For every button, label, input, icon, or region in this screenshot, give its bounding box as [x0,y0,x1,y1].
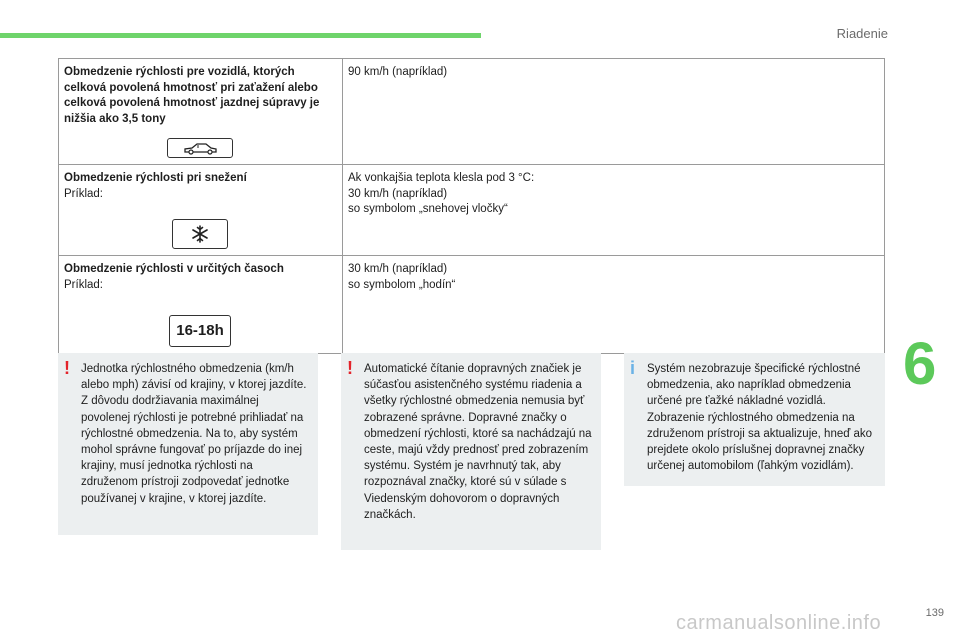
row-value-line: 30 km/h (napríklad) [348,187,448,200]
table-row [59,165,885,256]
row-value-line: 30 km/h (napríklad) [348,263,448,275]
watermark-link[interactable]: carmanualsonline.info [676,612,882,634]
row-title: Obmedzenie rýchlosti v určitých časoch [64,263,284,275]
speed-limit-table [58,58,885,354]
chapter-number: 6 [903,330,937,397]
row-value-line: so symbolom „snehovej vločky“ [348,203,508,215]
info-note [624,353,885,486]
warning-note [58,353,318,535]
table-row [59,59,885,165]
page-number: 139 [925,607,944,619]
table-cell-value [343,165,885,256]
row-value-line: so symbolom „hodín“ [348,278,456,291]
row-subtitle: Príklad: [64,187,103,200]
table-cell-description [59,59,343,165]
row-title: Obmedzenie rýchlosti pre vozidlá, ktorých celková povolená hmotnosť pri zaťažení alebo celková povolená hmotnosť jazdnej súpravy je nižšia ako 3,5 tony [64,66,320,125]
row-value-line: 90 km/h (napríklad) [348,66,448,78]
table-cell-value [343,256,885,354]
snowflake-icon [172,219,228,249]
car-icon [167,138,233,158]
row-title: Obmedzenie rýchlosti pri snežení [64,172,247,184]
warning-note [341,353,601,550]
row-subtitle: Príklad: [64,278,103,291]
header-accent-bar [0,33,481,38]
table-cell-description [59,256,343,354]
note-text: Jednotka rýchlostného obmedzenia (km/h alebo mph) závisí od krajiny, v ktorej jazdíte. Z dôvodu dodržiavania maximálnej povolenej rýchlosti je potrebné prihliadať na rýchlostné obmedzenia. Na to, aby systém mohol správne fungovať po príjazde do inej krajiny, musí jednotka rýchlosti na združenom prístroji zodpovedať jednotke používanej v krajine, v ktorej jazdíte. [81,363,307,505]
note-text: Automatické čítanie dopravných značiek je súčasťou asistenčného systému riadenia a všetky rýchlostné obmedzenia nemusia byť zobrazené správne. Dopravné značky o obmedzení rýchlosti, ktoré sa nachádzajú na ceste, majú vždy prednosť pred zobrazením systému. Systém je navrhnutý tak, aby rozpoznával značky, ktoré sú v súlade s Viedenským dohovorom o dopravných značkách. [364,363,592,521]
table-cell-description [59,165,343,256]
info-icon: i [630,358,636,378]
section-title: Riadenie [836,26,888,41]
note-text: Systém nezobrazuje špecifické rýchlostné obmedzenia, ako napríklad obmedzenia určené pre ťažké nákladné vozidlá. Zobrazenie rýchlostného obmedzenia na združenom prístroji sa aktualizuje, hneď ako prejdete okolo príslušnej dopravnej značky určenej automobilom (ľahkým vozidlám). [647,363,873,473]
time-range-icon: 16-18h [169,315,231,347]
warning-icon: ! [347,358,353,378]
table-row [59,256,885,354]
warning-icon: ! [64,358,70,378]
table-cell-value [343,59,885,165]
row-value-line: Ak vonkajšia teplota klesla pod 3 °C: [348,172,535,184]
